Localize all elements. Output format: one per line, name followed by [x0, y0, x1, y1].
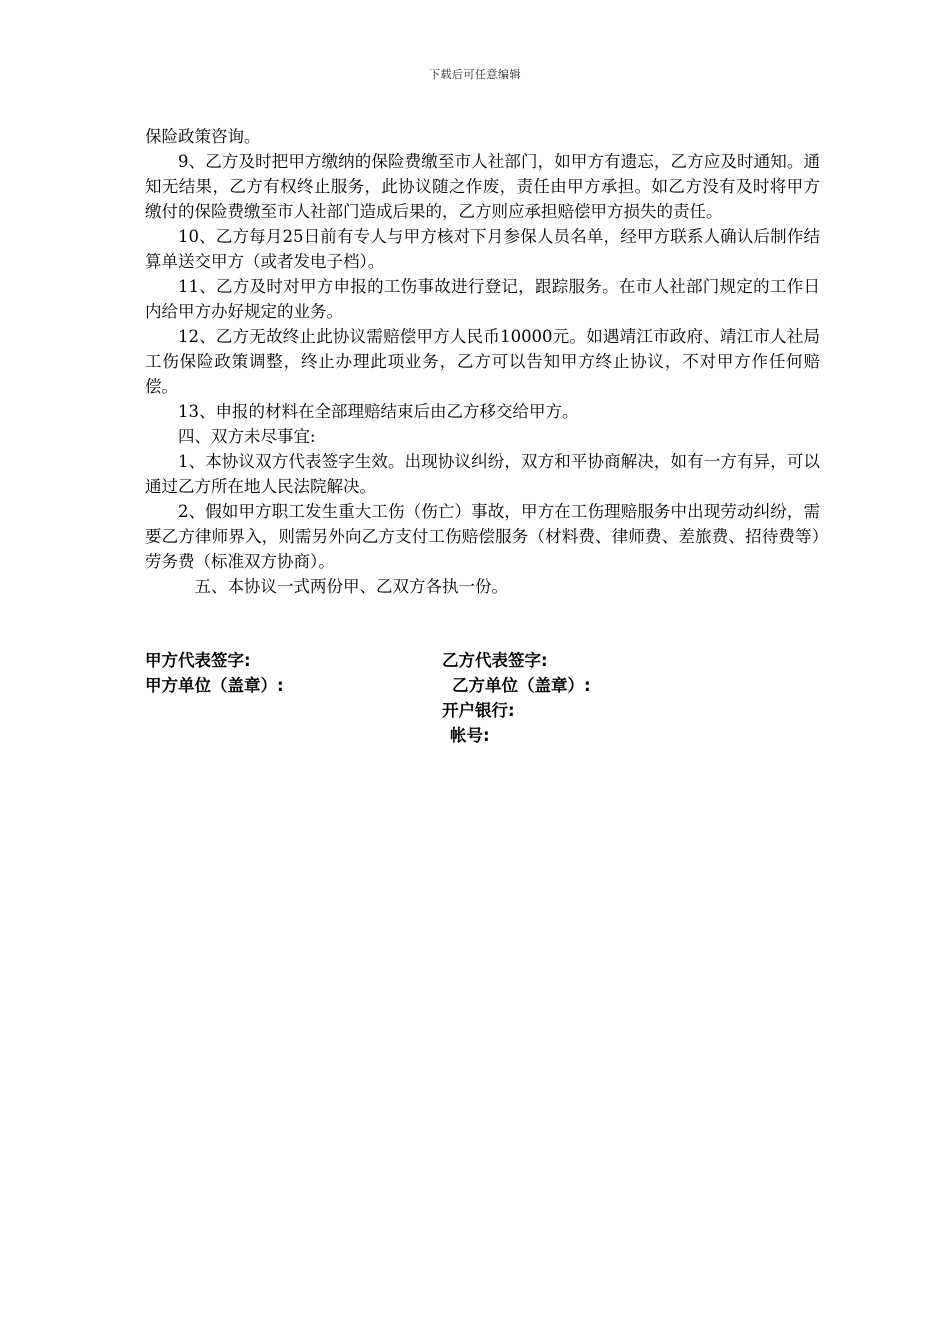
paragraph: 2、假如甲方职工发生重大工伤（伤亡）事故，甲方在工伤理赔服务中出现劳动纠纷，需要乙方律师界入，则需另外向乙方支付工伤赔偿服务（材料费、律师费、差旅费、招待费等）劳务费（标准双方协商）。: [145, 502, 820, 571]
signature-row: [145, 698, 820, 723]
bank-label: 开户银行:: [442, 701, 515, 720]
party-b-rep-label: 乙方代表签字:: [442, 651, 548, 670]
paragraph: 13、申报的材料在全部理赔结束后由乙方移交给甲方。: [178, 402, 579, 421]
party-a-rep-label: 甲方代表签字:: [145, 651, 251, 670]
signature-row: [145, 648, 820, 673]
paragraph: 1、本协议双方代表签字生效。出现协议纠纷，双方和平协商解决，如有一方有异，可以通过乙方所在地人民法院解决。: [145, 452, 820, 496]
page-header: 下载后可任意编辑: [429, 68, 521, 81]
party-b-unit-label: 乙方单位（盖章）:: [452, 676, 591, 695]
signature-row: [145, 673, 820, 698]
paragraph: 10、乙方每月25日前有专人与甲方核对下月参保人员名单，经甲方联系人确认后制作结算单送交甲方（或者发电子档）。: [145, 227, 820, 271]
account-label: 帐号:: [450, 726, 490, 745]
section-heading: 四、双方未尽事宜:: [178, 427, 316, 446]
signature-row: [145, 723, 820, 748]
signature-block: [145, 648, 820, 748]
paragraph: 11、乙方及时对甲方申报的工伤事故进行登记，跟踪服务。在市人社部门规定的工作日内给甲方办好规定的业务。: [145, 277, 820, 321]
paragraph: 9、乙方及时把甲方缴纳的保险费缴至市人社部门，如甲方有遗忘，乙方应及时通知。通知无结果，乙方有权终止服务，此协议随之作废，责任由甲方承担。如乙方没有及时将甲方缴付的保险费缴至市人社部门造成后果的，乙方则应承担赔偿甲方损失的责任。: [145, 152, 820, 221]
party-a-unit-label: 甲方单位（盖章）:: [145, 676, 284, 695]
paragraph: 保险政策咨询。: [145, 127, 261, 146]
document-body: [145, 124, 820, 599]
paragraph: 五、本协议一式两份甲、乙双方各执一份。: [194, 577, 508, 596]
paragraph: 12、乙方无故终止此协议需赔偿甲方人民币10000元。如遇靖江市政府、靖江市人社局工伤保险政策调整，终止办理此项业务，乙方可以告知甲方终止协议，不对甲方作任何赔偿。: [145, 327, 820, 396]
